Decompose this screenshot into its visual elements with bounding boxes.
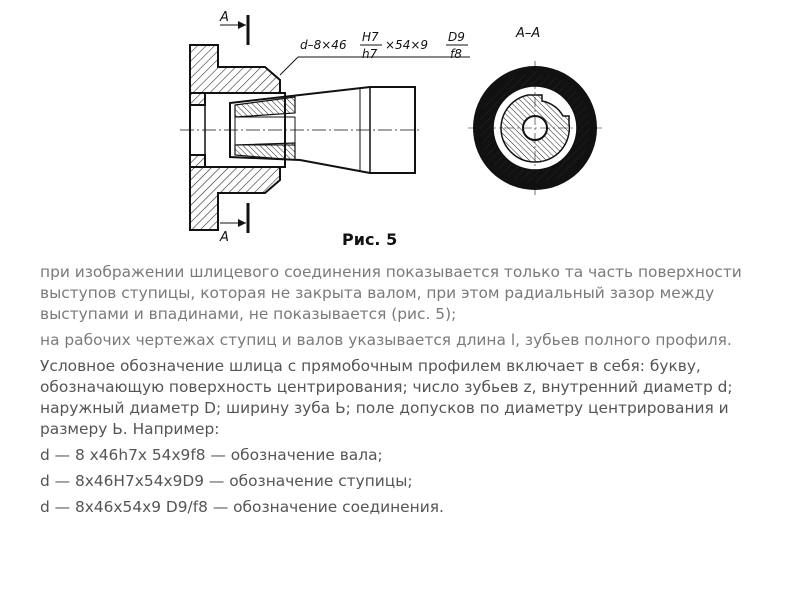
paragraph-3: Условное обозначение шлица с прямобочным профилем включает в себя: букву, обозначающую поверхность центрирования; число зубьев z, внутренний диаметр d; наружный диаметр D; ширину зуба Ь; поле допусков по диаметру центрирования и размеру Ь. Например: [40, 357, 733, 438]
technical-drawing [170, 5, 630, 255]
designation-frac1-den: h7 [362, 47, 378, 61]
text-content [40, 262, 775, 523]
paragraph-1: при изображении шлицевого соединения показывается только та часть поверхности выступов ступицы, которая не закрыта валом, при этом радиальный зазор между выступами и впадинами, не показывается (рис. 5); [40, 263, 742, 323]
paragraph-6: d — 8х46х54х9 D9/f8 — обозначение соединения. [40, 498, 444, 516]
section-mark-top: A [220, 10, 229, 25]
designation-prefix: d–8×46 [300, 38, 347, 52]
designation-frac2-den: f8 [450, 47, 462, 61]
designation-middle: ×54×9 [385, 38, 429, 52]
spline-designation [300, 30, 468, 61]
section-mark-bottom: A [220, 230, 229, 245]
designation-frac2-num: D9 [448, 30, 465, 44]
designation-frac1-num: H7 [362, 30, 379, 44]
cross-section [468, 61, 602, 195]
paragraph-2: на рабочих чертежах ступиц и валов указывается длина l, зубьев полного профиля. [40, 331, 732, 349]
figure-caption: Рис. 5 [342, 230, 398, 249]
paragraph-4: d — 8 х46h7х 54х9f8 — обозначение вала; [40, 446, 383, 464]
section-label: A–A [516, 26, 541, 41]
paragraph-5: d — 8х46Н7х54х9D9 — обозначение ступицы; [40, 472, 413, 490]
